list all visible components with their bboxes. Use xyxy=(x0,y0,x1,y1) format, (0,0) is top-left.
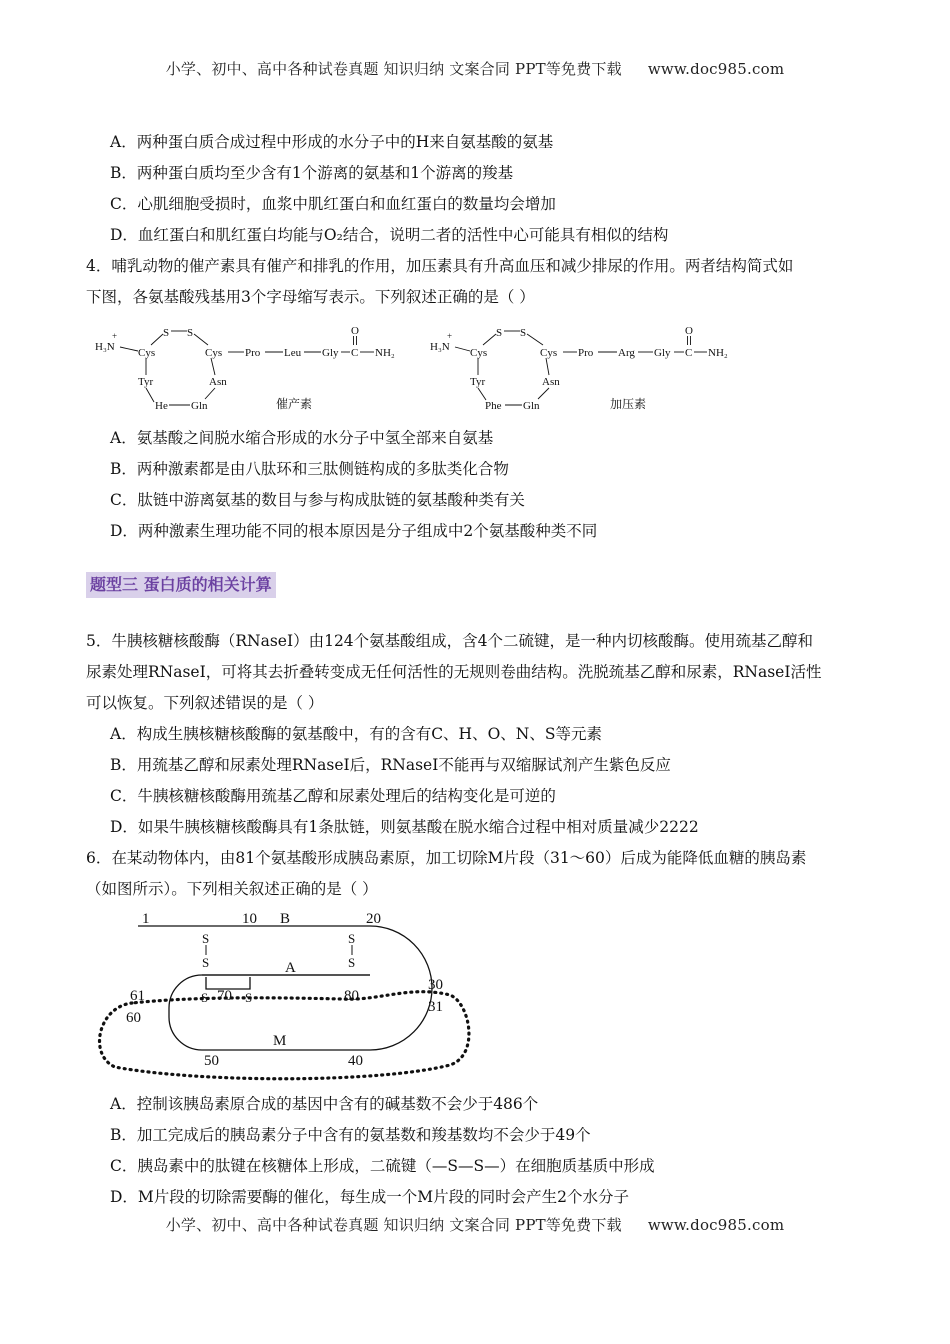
proinsulin-diagram xyxy=(80,905,480,1085)
vasopressin-structure xyxy=(430,322,760,422)
sulfur-label: S xyxy=(245,990,253,1005)
label-residue-60: 60 xyxy=(126,1010,141,1026)
q4-option-d: D．两种激素生理功能不同的根本原因是分子组成中2个氨基酸种类不同 xyxy=(110,522,598,540)
residue-pro: Pro xyxy=(578,347,594,359)
q6-stem-line2: （如图所示）。下列相关叙述正确的是（ ） xyxy=(86,880,378,898)
residue-gly: Gly xyxy=(322,347,339,359)
label-chain-b: B xyxy=(280,911,291,927)
label-chain-a: A xyxy=(285,960,296,976)
q6-option-c: C．胰岛素中的肽键在核糖体上形成，二硫键（—S—S—）在细胞质基质中形成 xyxy=(110,1157,655,1175)
sulfur-label: S xyxy=(202,931,210,946)
footer-text: 小学、初中、高中各种试卷真题 知识归纳 文案合同 PPT等免费下载 xyxy=(165,1216,622,1234)
charge-label: + xyxy=(447,331,453,341)
residue-tyr: Tyr xyxy=(470,376,486,388)
amide-label: NH₂ xyxy=(375,347,395,359)
q6-stem-line1: 6．在某动物体内，由81个氨基酸形成胰岛素原，加工切除M片段（31～60）后成为能降低血糖的胰岛素 xyxy=(86,849,807,867)
q5-stem-line1: 5．牛胰核糖核酸酶（RNaseI）由124个氨基酸组成，含4个二硫键，是一种内切核酸酶。使用巯基乙醇和 xyxy=(86,632,814,650)
amine-label: H₃N xyxy=(430,341,450,353)
sulfur-label: S xyxy=(348,955,356,970)
q5-option-c: C．牛胰核糖核酸酶用巯基乙醇和尿素处理后的结构变化是可逆的 xyxy=(110,787,556,805)
q3-option-d: D．血红蛋白和肌红蛋白均能与O₂结合，说明二者的活性中心可能具有相似的结构 xyxy=(110,226,669,244)
q6-option-a: A．控制该胰岛素原合成的基因中含有的碱基数不会少于486个 xyxy=(110,1095,539,1113)
label-residue-50: 50 xyxy=(204,1053,219,1069)
q4-option-b: B．两种激素都是由八肽环和三肽侧链构成的多肽类化合物 xyxy=(110,460,509,478)
oxygen-label: O xyxy=(685,325,693,337)
label-residue-20: 20 xyxy=(366,911,381,927)
footer-url[interactable]: www.doc985.com xyxy=(647,1216,785,1234)
sulfur-label: S xyxy=(348,931,356,946)
q5-option-b: B．用巯基乙醇和尿素处理RNaseI后，RNaseI不能再与双缩脲试剂产生紫色反应 xyxy=(110,756,671,774)
carbon-label: C xyxy=(685,347,693,359)
residue-cys1: Cys xyxy=(138,347,156,359)
residue-tyr: Tyr xyxy=(138,376,154,388)
sulfur-1: S xyxy=(496,327,503,339)
residue-cys1: Cys xyxy=(470,347,488,359)
oxytocin-structure xyxy=(95,322,425,422)
label-residue-40: 40 xyxy=(348,1053,363,1069)
sulfur-2: S xyxy=(520,327,527,339)
residue-asn: Asn xyxy=(542,376,560,388)
label-residue-70: 70 xyxy=(217,988,232,1004)
residue-gln: Gln xyxy=(191,400,208,412)
residue-8: Leu xyxy=(284,347,302,359)
q3-option-b: B．两种蛋白质均至少含有1个游离的氨基和1个游离的羧基 xyxy=(110,164,514,182)
residue-3: He xyxy=(155,400,168,412)
q4-stem-line1: 4．哺乳动物的催产素具有催产和排乳的作用，加压素具有升高血压和减少排尿的作用。两者结构简式如 xyxy=(86,257,794,275)
label-residue-30: 30 xyxy=(428,977,443,993)
label-residue-10: 10 xyxy=(242,911,257,927)
page-footer xyxy=(0,1214,950,1235)
sulfur-1: S xyxy=(163,327,170,339)
amide-label: NH₂ xyxy=(708,347,728,359)
q4-option-a: A．氨基酸之间脱水缩合形成的水分子中氢全部来自氨基 xyxy=(110,429,494,447)
q6-option-b: B．加工完成后的胰岛素分子中含有的氨基数和羧基数均不会少于49个 xyxy=(110,1126,591,1144)
sulfur-label: S xyxy=(202,955,210,970)
carbon-label: C xyxy=(351,347,359,359)
residue-asn: Asn xyxy=(209,376,227,388)
charge-label: + xyxy=(112,331,118,341)
header-text: 小学、初中、高中各种试卷真题 知识归纳 文案合同 PPT等免费下载 xyxy=(165,60,622,78)
residue-8: Arg xyxy=(618,347,635,359)
residue-cys2: Cys xyxy=(540,347,558,359)
vasopressin-name: 加压素 xyxy=(610,397,647,411)
q6-option-d: D．M片段的切除需要酶的催化，每生成一个M片段的同时会产生2个水分子 xyxy=(110,1188,630,1206)
q5-stem-line2: 尿素处理RNaseI，可将其去折叠转变成无任何活性的无规则卷曲结构。洗脱巯基乙醇和尿素，RNaseI活性 xyxy=(86,663,822,681)
q4-option-c: C．肽链中游离氨基的数目与参与构成肽链的氨基酸种类有关 xyxy=(110,491,525,509)
residue-gly: Gly xyxy=(654,347,671,359)
q5-stem-line3: 可以恢复。下列叙述错误的是（ ） xyxy=(86,694,324,712)
label-residue-61: 61 xyxy=(130,988,145,1004)
oxygen-label: O xyxy=(351,325,359,337)
label-segment-m: M xyxy=(273,1033,287,1049)
q4-stem-line2: 下图，各氨基酸残基用3个字母缩写表示。下列叙述正确的是（ ） xyxy=(86,288,535,306)
label-residue-31: 31 xyxy=(428,999,443,1015)
q3-option-a: A．两种蛋白质合成过程中形成的水分子中的H来自氨基酸的氨基 xyxy=(110,133,554,151)
residue-pro: Pro xyxy=(245,347,261,359)
section-title: 题型三 蛋白质的相关计算 xyxy=(86,572,276,598)
residue-cys2: Cys xyxy=(205,347,223,359)
residue-gln: Gln xyxy=(523,400,540,412)
page-header xyxy=(0,58,950,79)
q5-option-a: A．构成生胰核糖核酸酶的氨基酸中，有的含有C、H、O、N、S等元素 xyxy=(110,725,602,743)
q3-option-c: C．心肌细胞受损时，血浆中肌红蛋白和血红蛋白的数量均会增加 xyxy=(110,195,556,213)
header-url[interactable]: www.doc985.com xyxy=(647,60,785,78)
label-residue-80: 80 xyxy=(344,988,359,1004)
amine-label: H₃N xyxy=(95,341,115,353)
oxytocin-name: 催产素 xyxy=(276,397,313,411)
q5-option-d: D．如果牛胰核糖核酸酶具有1条肽链，则氨基酸在脱水缩合过程中相对质量减少2222 xyxy=(110,818,699,836)
label-residue-1: 1 xyxy=(142,911,150,927)
sulfur-label: S xyxy=(201,990,209,1005)
residue-3: Phe xyxy=(485,400,502,412)
sulfur-2: S xyxy=(187,327,194,339)
